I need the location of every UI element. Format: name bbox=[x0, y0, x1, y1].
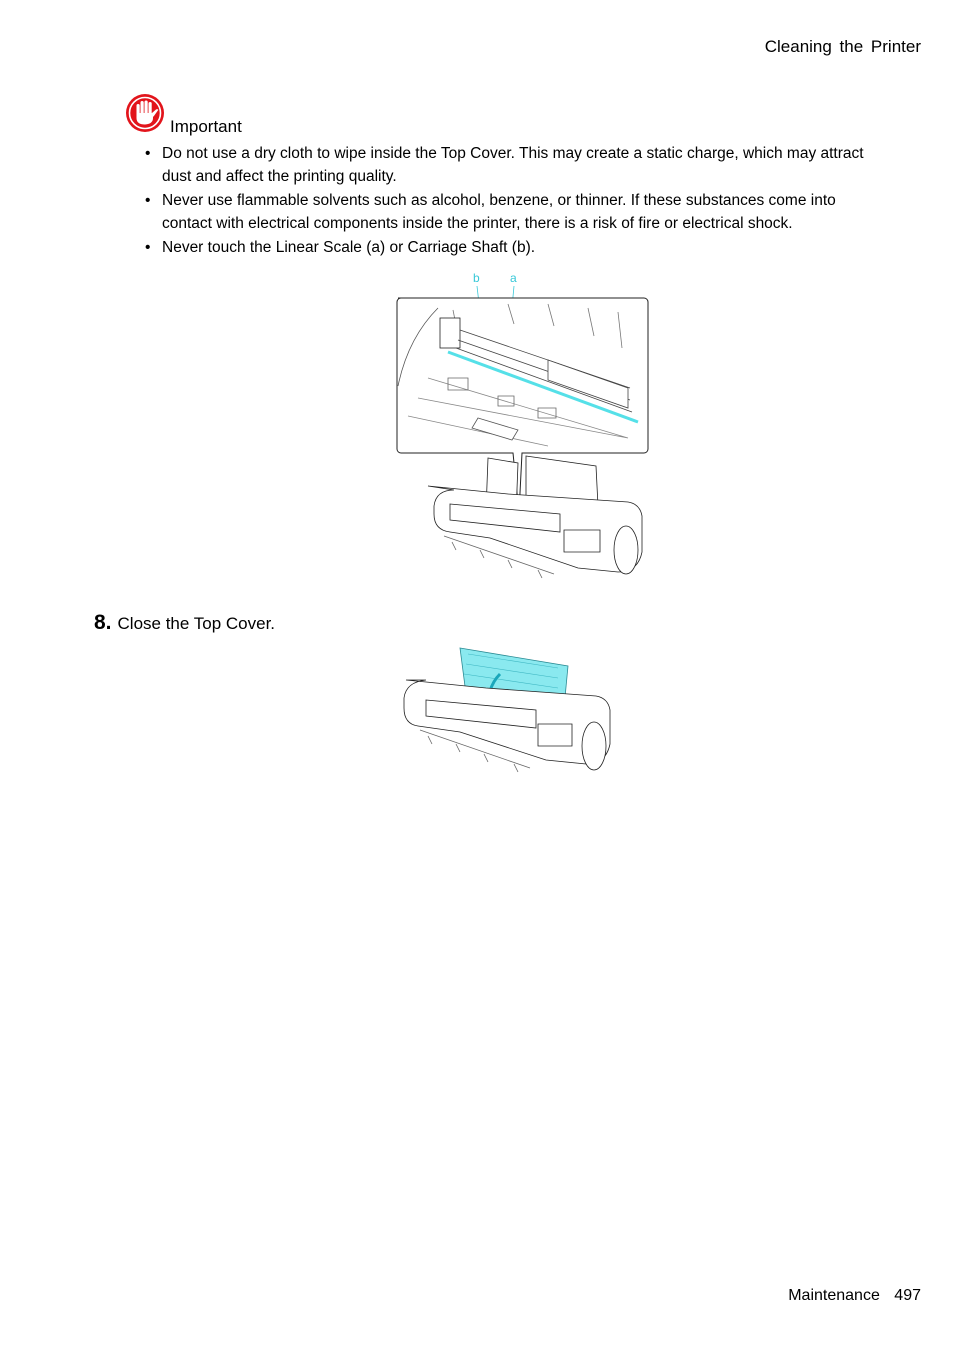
step-number: 8. bbox=[94, 611, 112, 634]
footer-chapter: Maintenance bbox=[788, 1287, 880, 1304]
list-item: • Do not use a dry cloth to wipe inside the Top Cover. This may create a static charge, which may attract dust and affect the printing quality. bbox=[145, 145, 864, 185]
page-header-title: Cleaning the Printer bbox=[764, 37, 921, 56]
step-text: Close the Top Cover. bbox=[117, 614, 276, 633]
important-label: Important bbox=[170, 117, 242, 136]
important-list bbox=[145, 142, 880, 260]
label-a: a bbox=[510, 271, 517, 285]
list-item: • Never touch the Linear Scale (a) or Carriage Shaft (b). bbox=[145, 239, 536, 256]
page-number: 497 bbox=[894, 1287, 921, 1304]
page-footer bbox=[788, 1287, 921, 1305]
linear-scale-illustration bbox=[388, 268, 652, 594]
step-8 bbox=[94, 611, 275, 635]
label-b: b bbox=[473, 271, 480, 285]
stop-hand-icon bbox=[124, 92, 166, 134]
close-top-cover-illustration bbox=[376, 644, 620, 786]
list-item: • Never use flammable solvents such as alcohol, benzene, or thinner. If these substances come into contact with electrical components inside the printer, there is a risk of fire or electrical shock. bbox=[145, 192, 836, 232]
